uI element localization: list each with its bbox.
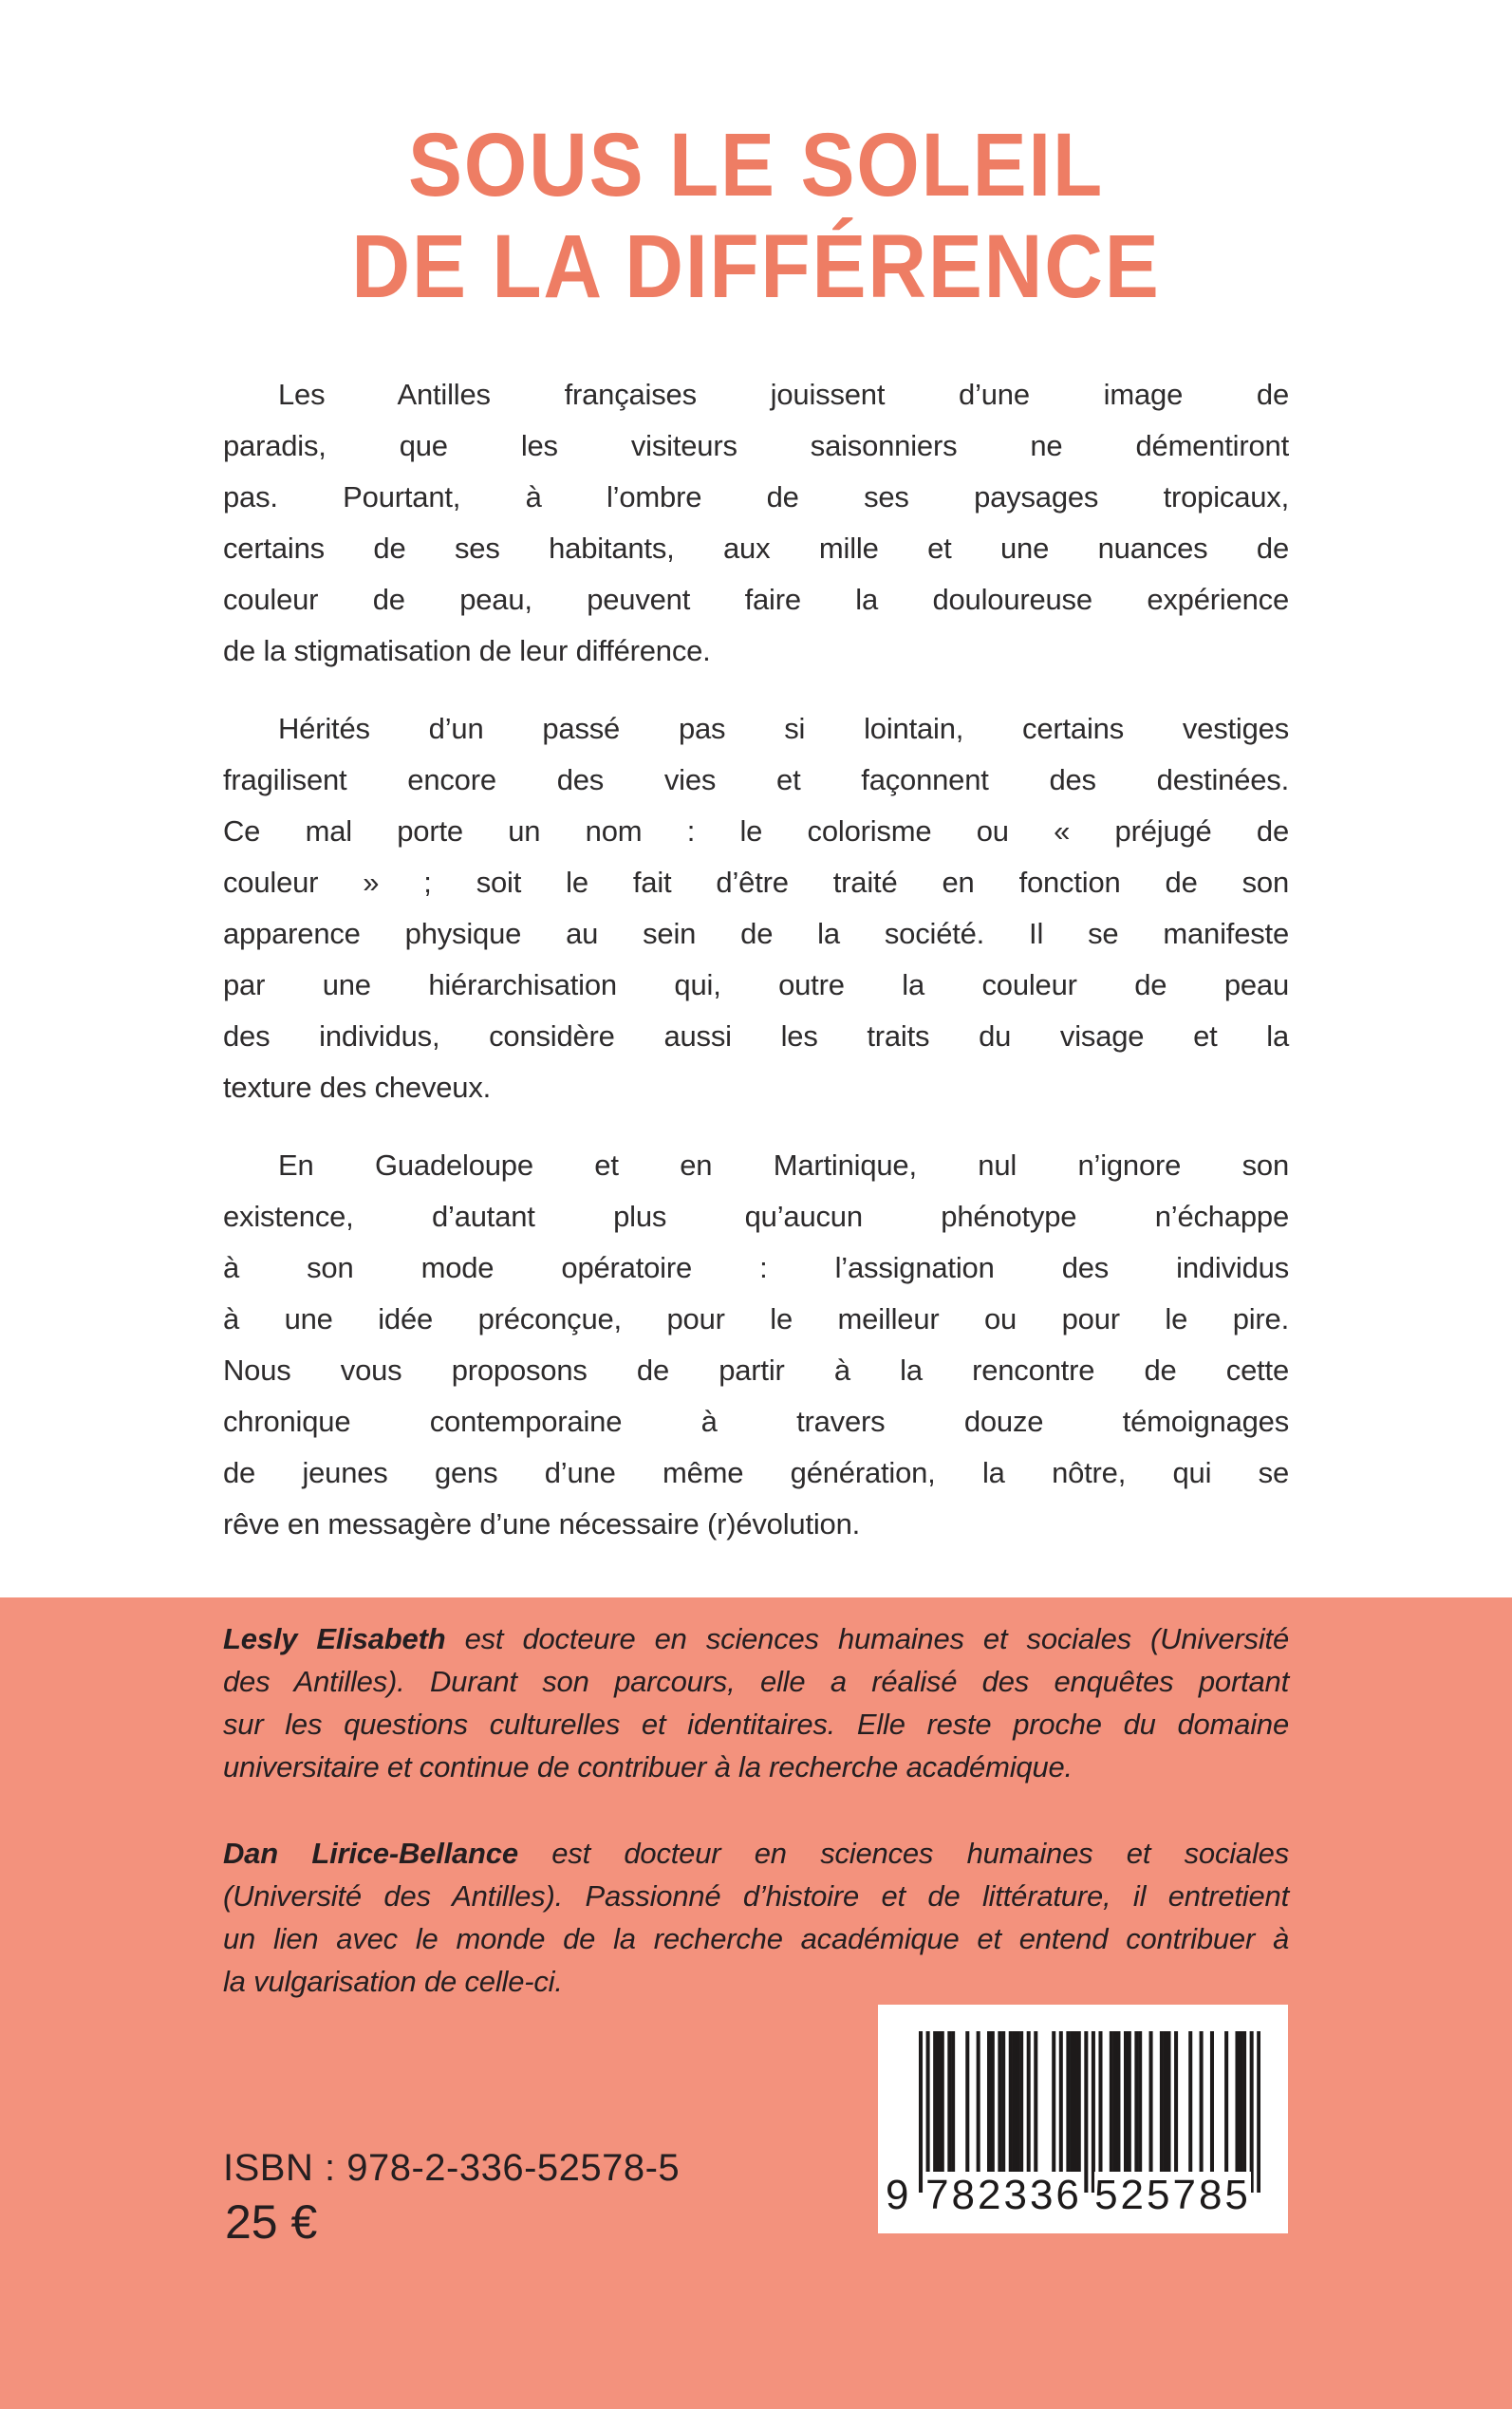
text-line: paradis, que les visiteurs saisonniers ne démentiront <box>223 429 1289 462</box>
bio-lines <box>223 1660 1289 1788</box>
bio-first-line <box>223 1617 1289 1660</box>
text-line: En Guadeloupe et en Martinique, nul n’ignore son <box>278 1148 1289 1182</box>
text-line: à une idée préconçue, pour le meilleur ou pour le pire. <box>223 1302 1289 1335</box>
barcode-digits-group-1: 782336 <box>925 2172 1082 2218</box>
text-line: de jeunes gens d’une même génération, la nôtre, qui se <box>223 1456 1289 1489</box>
text-line: des Antilles). Durant son parcours, elle a réalisé des enquêtes portant <box>223 1665 1289 1698</box>
footer-band <box>0 1597 1512 2409</box>
text-line: existence, d’autant plus qu’aucun phénotype n’échappe <box>223 1200 1289 1233</box>
author-bio-lesly-elisabeth <box>223 1617 1289 1788</box>
bio-text: est docteure en sciences humaines et sociales (Université <box>445 1622 1289 1655</box>
text-line: un lien avec le monde de la recherche académique et entend contribuer à <box>223 1922 1289 1955</box>
text-line: Hérités d’un passé pas si lointain, certains vestiges <box>278 712 1289 745</box>
isbn-text: ISBN : 978-2-336-52578-5 <box>223 2147 681 2189</box>
text-line: la vulgarisation de celle-ci. <box>223 1965 563 1998</box>
synopsis-paragraph-3 <box>223 1140 1289 1550</box>
text-line: chronique contemporaine à travers douze témoignages <box>223 1405 1289 1438</box>
author-name: Lesly Elisabeth <box>223 1622 446 1655</box>
text-line: de la stigmatisation de leur différence. <box>223 634 711 667</box>
text-line: Les Antilles françaises jouissent d’une image de <box>278 378 1289 411</box>
text-line: Ce mal porte un nom : le colorisme ou « préjugé de <box>223 814 1289 848</box>
text-line: à son mode opératoire : l’assignation des individus <box>223 1251 1289 1284</box>
price-text: 25 € <box>225 2195 318 2249</box>
bio-first-line <box>223 1832 1289 1875</box>
synopsis <box>223 369 1289 1550</box>
bio-text: est docteur en sciences humaines et sociales <box>517 1837 1290 1870</box>
book-title-line-1: SOUS LE SOLEIL <box>407 115 1105 215</box>
text-line: (Université des Antilles). Passionné d’histoire et de littérature, il entretient <box>223 1879 1289 1913</box>
text-line: couleur de peau, peuvent faire la douloureuse expérience <box>223 583 1289 616</box>
text-line: couleur » ; soit le fait d’être traité en fonction de son <box>223 866 1289 899</box>
bio-lines <box>223 1875 1289 2003</box>
book-title <box>0 115 1512 318</box>
text-line: des individus, considère aussi les traits du visage et la <box>223 1019 1289 1053</box>
book-title-line-2: DE LA DIFFÉRENCE <box>351 216 1161 317</box>
barcode-digit-left: 9 <box>886 2172 909 2218</box>
text-line: texture des cheveux. <box>223 1071 492 1104</box>
text-line: rêve en messagère d’une nécessaire (r)évolution. <box>223 1507 861 1541</box>
text-line: apparence physique au sein de la société. Il se manifeste <box>223 917 1289 950</box>
text-line: par une hiérarchisation qui, outre la couleur de peau <box>223 968 1289 1001</box>
barcode <box>878 2005 1288 2233</box>
text-line: sur les questions culturelles et identitaires. Elle reste proche du domaine <box>223 1708 1289 1741</box>
text-line: universitaire et continue de contribuer à la recherche académique. <box>223 1750 1073 1783</box>
text-line: fragilisent encore des vies et façonnent des destinées. <box>223 763 1289 796</box>
author-bio-dan-lirice-bellance <box>223 1832 1289 2003</box>
synopsis-paragraph-2 <box>223 703 1289 1113</box>
author-name: Dan Lirice-Bellance <box>223 1837 518 1870</box>
text-line: certains de ses habitants, aux mille et une nuances de <box>223 532 1289 565</box>
barcode-digits-group-2: 525785 <box>1094 2172 1251 2218</box>
text-line: pas. Pourtant, à l’ombre de ses paysages tropicaux, <box>223 480 1289 514</box>
synopsis-paragraph-1 <box>223 369 1289 677</box>
text-line: Nous vous proposons de partir à la rencontre de cette <box>223 1354 1289 1387</box>
